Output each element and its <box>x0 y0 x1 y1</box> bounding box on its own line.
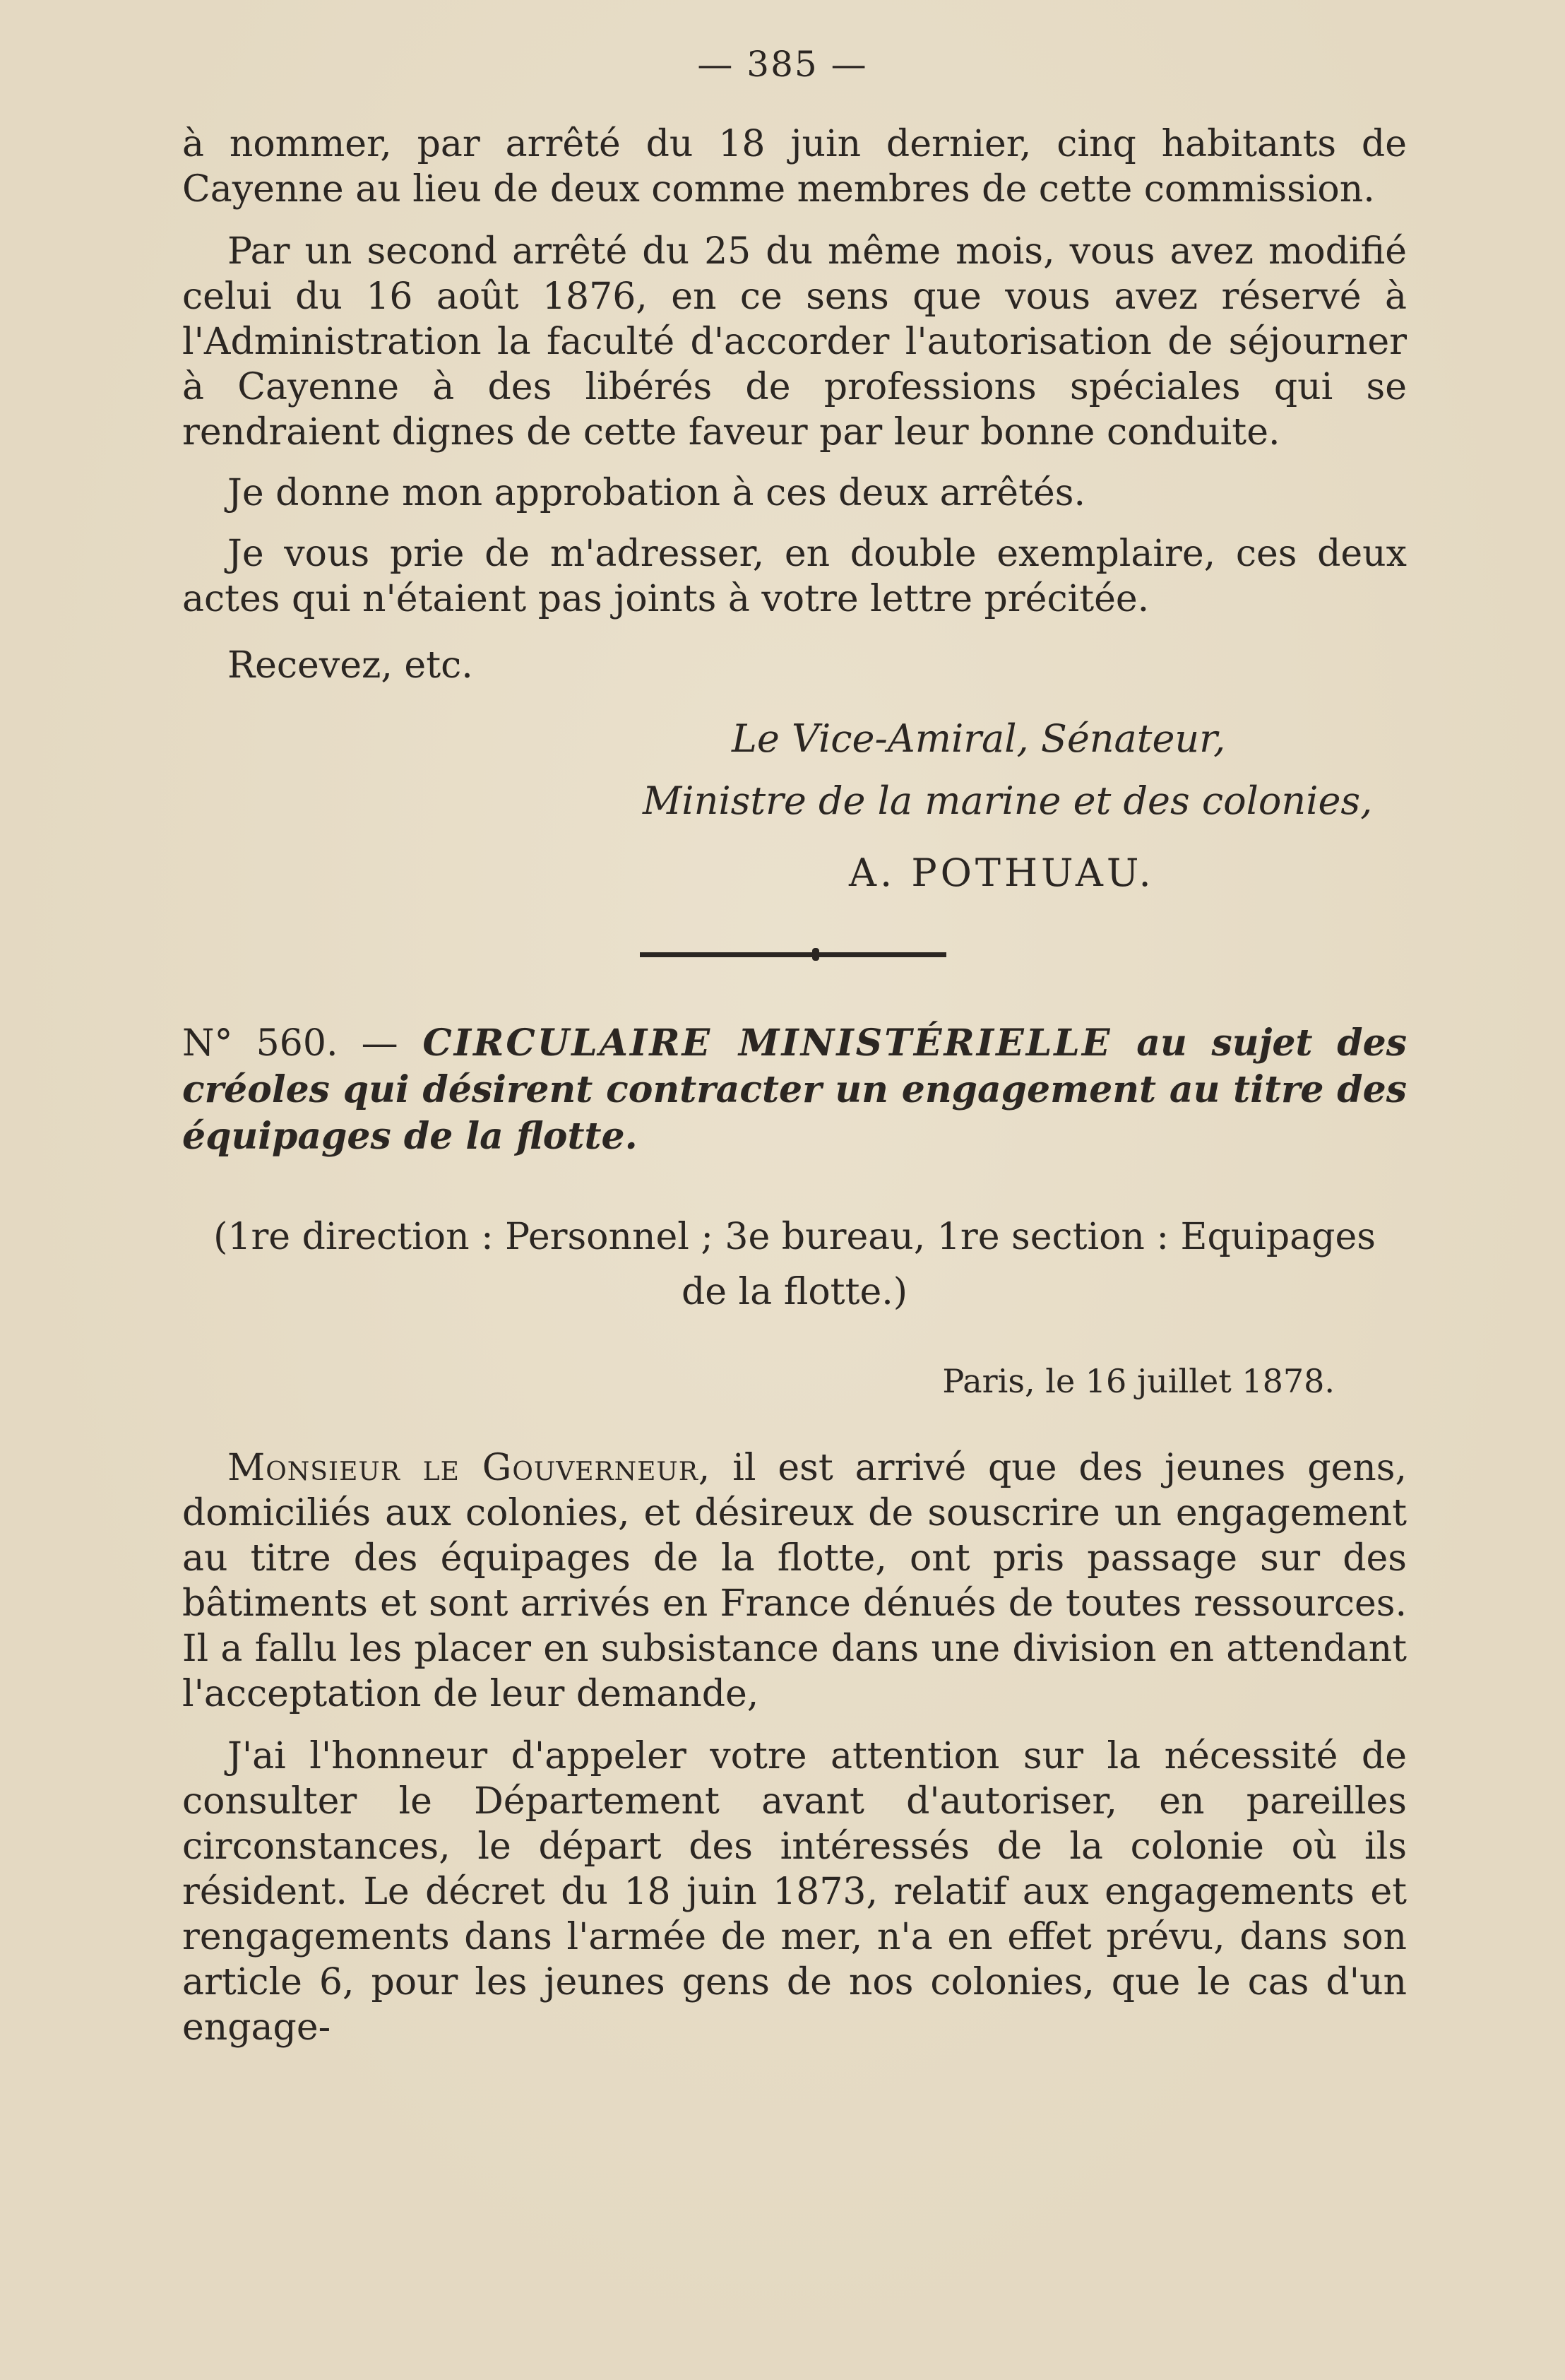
signature-office: Ministre de la marine et des colonies, <box>643 778 1373 823</box>
direction-line-2: de la flotte.) <box>681 1271 908 1313</box>
page-number: — 385 — <box>697 44 868 85</box>
letter-body <box>182 122 1407 688</box>
paragraph-request: Je vous prie de m'adresser, en double exemplaire, ces deux actes qui n'étaient pas joints à votre lettre précitée. <box>182 533 1407 620</box>
circular-heading-text <box>182 1020 1407 1160</box>
dateline: Paris, le 16 juillet 1878. <box>942 1362 1335 1400</box>
circular-subject: au sujet des créoles qui désirent contracter un engagement au titre des équipages de la flotte. <box>182 1022 1407 1158</box>
paragraph-second-arrete: Par un second arrêté du 25 du même mois, vous avez modifié celui du 16 août 1876, en ce sens que vous avez réservé à l'Administration la faculté d'accorder l'autorisation de séjourner à Cayenne à des libérés de professions spéciales qui se rendraient dignes de cette faveur par leur bonne conduite. <box>182 230 1407 454</box>
circular-direction <box>182 1209 1407 1320</box>
signature-title: Le Vice-Amiral, Sénateur, <box>732 716 1226 761</box>
paragraph-closing: Recevez, etc. <box>227 644 473 687</box>
section-divider <box>640 952 946 957</box>
paragraph-approbation: Je donne mon approbation à ces deux arrêtés. <box>227 472 1085 514</box>
section-divider-ornament <box>812 948 819 961</box>
paragraph-salutation <box>182 1445 1407 1717</box>
salutation: Monsieur le Gouverneur, <box>227 1447 711 1489</box>
paragraph-1-text: il est arrivé que des jeunes gens, domiciliés aux colonies, et désireux de souscrire un engagement au titre des équipages de la flotte, ont pris passage sur des bâtiments et sont arrivés en France dénués de toutes ressources. Il a fallu les placer en subsistance dans une division en attendant l'acceptation de leur demande, <box>182 1447 1408 1715</box>
circular-body <box>182 1445 1407 2050</box>
circular-heading <box>182 1020 1407 1160</box>
circular-title: CIRCULAIRE MINISTÉRIELLE <box>422 1022 1112 1065</box>
paragraph-attention: J'ai l'honneur d'appeler votre attention sur la nécessité de consulter le Département avant d'autoriser, en pareilles circonstances, le départ des intéressés de la colonie où ils résident. Le décret du 18 juin 1873, relatif aux engagements et rengagements dans l'armée de mer, n'a en effet prévu, dans son article 6, pour les jeunes gens de nos colonies, que le cas d'un engage- <box>182 1735 1407 2049</box>
signature-name: A. POTHUAU. <box>849 851 1155 895</box>
direction-line-1: (1re direction : Personnel ; 3e bureau, 1re section : Equipages <box>213 1216 1376 1258</box>
circular-number: N° 560. — <box>182 1022 398 1065</box>
paragraph-continuation: à nommer, par arrêté du 18 juin dernier, cinq habitants de Cayenne au lieu de deux comme membres de cette commission. <box>182 123 1407 211</box>
